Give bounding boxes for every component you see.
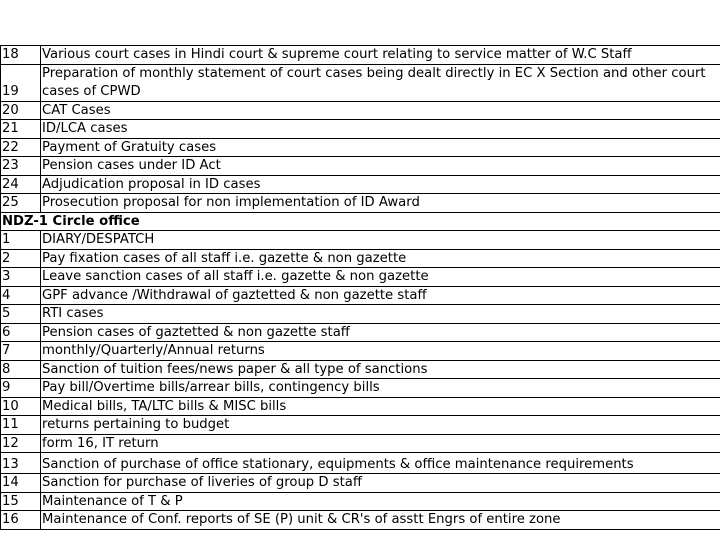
row-number: 7 (1, 342, 41, 361)
row-number: 3 (1, 268, 41, 287)
table-body (1, 46, 720, 530)
row-description: Various court cases in Hindi court & supreme court relating to service matter of W.C Staff (41, 46, 720, 65)
row-number: 24 (1, 175, 41, 194)
row-number: 10 (1, 397, 41, 416)
row-description: returns pertaining to budget (41, 416, 720, 435)
row-number: 23 (1, 157, 41, 176)
table-row (1, 268, 720, 287)
row-number: 20 (1, 101, 41, 120)
row-description: Sanction of purchase of office stationary, equipments & office maintenance requirements (41, 453, 720, 474)
row-number: 1 (1, 231, 41, 250)
row-description: Prosecution proposal for non implementation of ID Award (41, 194, 720, 213)
table-row (1, 453, 720, 474)
table-row (1, 511, 720, 530)
row-description: Pension cases under ID Act (41, 157, 720, 176)
row-number: 14 (1, 474, 41, 493)
row-description: Pay bill/Overtime bills/arrear bills, contingency bills (41, 379, 720, 398)
row-description: Adjudication proposal in ID cases (41, 175, 720, 194)
row-description: form 16, IT return (41, 434, 720, 453)
row-number: 8 (1, 360, 41, 379)
table-row (1, 157, 720, 176)
row-number: 2 (1, 249, 41, 268)
row-description: Pension cases of gaztetted & non gazette staff (41, 323, 720, 342)
row-description: ID/LCA cases (41, 120, 720, 139)
row-number: 4 (1, 286, 41, 305)
table-row (1, 101, 720, 120)
table-row (1, 492, 720, 511)
row-number: 5 (1, 305, 41, 324)
row-number: 9 (1, 379, 41, 398)
row-description: CAT Cases (41, 101, 720, 120)
row-description: RTI cases (41, 305, 720, 324)
table-row (1, 249, 720, 268)
table-row (1, 231, 720, 250)
work-allocation-table (0, 45, 720, 530)
table-row (1, 323, 720, 342)
table-row (1, 286, 720, 305)
row-description: Maintenance of Conf. reports of SE (P) unit & CR's of asstt Engrs of entire zone (41, 511, 720, 530)
table-row (1, 46, 720, 65)
table-row (1, 360, 720, 379)
row-description: Pay fixation cases of all staff i.e. gazette & non gazette (41, 249, 720, 268)
row-number: 15 (1, 492, 41, 511)
row-description: monthly/Quarterly/Annual returns (41, 342, 720, 361)
row-description: Medical bills, TA/LTC bills & MISC bills (41, 397, 720, 416)
row-description: DIARY/DESPATCH (41, 231, 720, 250)
row-number: 6 (1, 323, 41, 342)
row-number: 18 (1, 46, 41, 65)
row-description: Payment of Gratuity cases (41, 138, 720, 157)
row-number: 22 (1, 138, 41, 157)
row-number: 13 (1, 453, 41, 474)
row-number: 19 (1, 64, 41, 101)
row-number: 21 (1, 120, 41, 139)
row-description: GPF advance /Withdrawal of gaztetted & non gazette staff (41, 286, 720, 305)
row-description: Preparation of monthly statement of court cases being dealt directly in EC X Section and other court cases of CPWD (41, 64, 720, 101)
row-description: Sanction for purchase of liveries of group D staff (41, 474, 720, 493)
spreadsheet-table-container (0, 45, 720, 530)
row-description: Leave sanction cases of all staff i.e. gazette & non gazette (41, 268, 720, 287)
table-row (1, 64, 720, 101)
table-row (1, 120, 720, 139)
table-row (1, 175, 720, 194)
row-number: 12 (1, 434, 41, 453)
row-number: 25 (1, 194, 41, 213)
row-description: Sanction of tuition fees/news paper & all type of sanctions (41, 360, 720, 379)
table-row (1, 138, 720, 157)
table-row (1, 379, 720, 398)
section-heading-row (1, 212, 720, 231)
table-row (1, 305, 720, 324)
table-row (1, 474, 720, 493)
row-number: 11 (1, 416, 41, 435)
row-number: 16 (1, 511, 41, 530)
table-row (1, 397, 720, 416)
table-row (1, 416, 720, 435)
table-row (1, 194, 720, 213)
section-heading: NDZ-1 Circle office (1, 212, 720, 231)
table-row (1, 434, 720, 453)
row-description: Maintenance of T & P (41, 492, 720, 511)
table-row (1, 342, 720, 361)
